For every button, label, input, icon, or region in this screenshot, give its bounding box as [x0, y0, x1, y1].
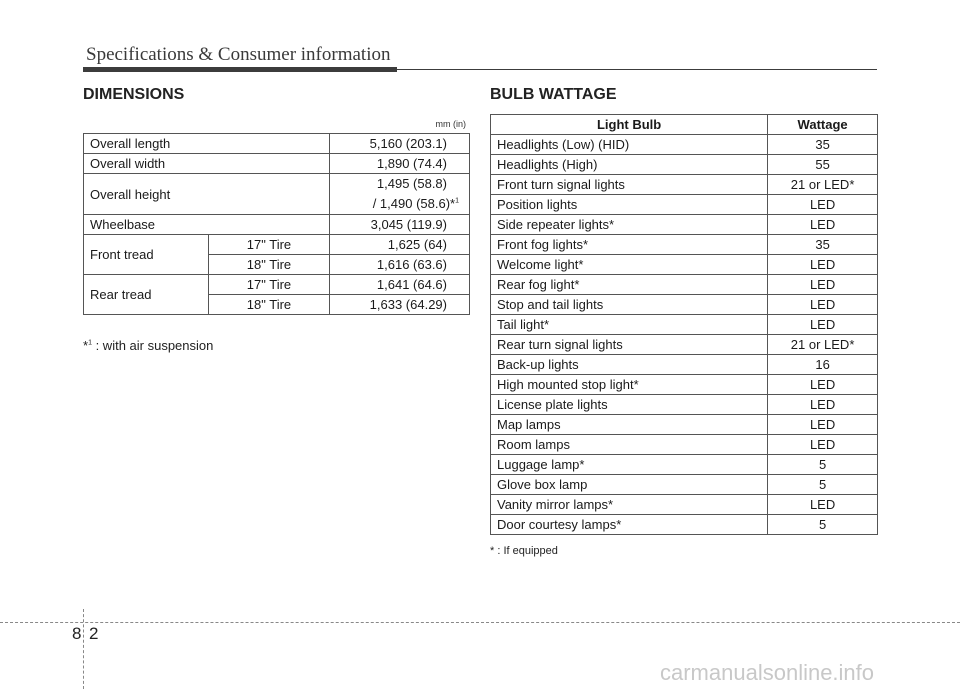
footer-rule	[0, 622, 960, 623]
bulb-wattage: 5	[768, 475, 878, 495]
table-row	[491, 475, 878, 495]
bulb-wattage: 35	[768, 235, 878, 255]
bulb-name: High mounted stop light*	[491, 375, 768, 395]
dim-value: 1,633 (64.29)	[330, 295, 470, 315]
bulb-wattage: LED	[768, 415, 878, 435]
bulb-name: Rear fog light*	[491, 275, 768, 295]
header-rule	[397, 69, 877, 70]
table-row	[84, 215, 470, 235]
dim-label: Overall length	[84, 134, 330, 154]
bulb-name: License plate lights	[491, 395, 768, 415]
table-row	[491, 195, 878, 215]
footer-divider	[83, 609, 84, 689]
bulb-name: Position lights	[491, 195, 768, 215]
tire-size: 18" Tire	[208, 295, 330, 315]
bulb-name: Map lamps	[491, 415, 768, 435]
bulb-table-body	[491, 135, 878, 535]
dimensions-unit: mm (in)	[435, 119, 466, 129]
dimensions-table	[83, 133, 470, 315]
bulb-footnote: * : If equipped	[490, 545, 558, 557]
bulb-name: Rear turn signal lights	[491, 335, 768, 355]
dimensions-footnote	[83, 338, 213, 353]
bulb-wattage: LED	[768, 495, 878, 515]
bulb-name: Back-up lights	[491, 355, 768, 375]
bulb-wattage: 16	[768, 355, 878, 375]
table-row	[491, 375, 878, 395]
bulb-name: Side repeater lights*	[491, 215, 768, 235]
bulb-name: Front turn signal lights	[491, 175, 768, 195]
table-row	[491, 435, 878, 455]
dim-label: Overall width	[84, 154, 330, 174]
tire-size: 17" Tire	[208, 275, 330, 295]
column-header-wattage: Wattage	[768, 115, 878, 135]
table-header-row	[491, 115, 878, 135]
column-header-light-bulb: Light Bulb	[491, 115, 768, 135]
table-row	[84, 235, 470, 255]
dim-value: 1,641 (64.6)	[330, 275, 470, 295]
bulb-wattage: 55	[768, 155, 878, 175]
table-row	[491, 335, 878, 355]
page-header-title: Specifications & Consumer information	[86, 44, 391, 65]
bulb-name: Welcome light*	[491, 255, 768, 275]
table-row	[491, 415, 878, 435]
bulb-wattage-table	[490, 114, 878, 535]
bulb-wattage: LED	[768, 435, 878, 455]
tire-size: 18" Tire	[208, 255, 330, 275]
bulb-wattage: LED	[768, 215, 878, 235]
chapter-number: 8	[72, 624, 82, 643]
bulb-wattage: 5	[768, 515, 878, 535]
bulb-name: Vanity mirror lamps*	[491, 495, 768, 515]
bulb-wattage: LED	[768, 255, 878, 275]
footnote-marker: 1	[88, 339, 92, 347]
table-row	[491, 295, 878, 315]
bulb-name: Room lamps	[491, 435, 768, 455]
table-row	[491, 155, 878, 175]
table-row	[491, 315, 878, 335]
dim-label: Wheelbase	[84, 215, 330, 235]
dim-value: 3,045 (119.9)	[330, 215, 470, 235]
dim-value: 1,616 (63.6)	[330, 255, 470, 275]
table-row	[491, 355, 878, 375]
table-row	[491, 235, 878, 255]
footnote-marker: 1	[455, 197, 459, 205]
page-number: 2	[89, 624, 99, 643]
tire-size: 17" Tire	[208, 235, 330, 255]
footnote-text: : with air suspension	[91, 338, 214, 353]
dim-value	[330, 174, 470, 215]
table-row	[491, 395, 878, 415]
bulb-wattage: LED	[768, 395, 878, 415]
table-row	[491, 135, 878, 155]
table-row	[491, 275, 878, 295]
dim-label: Front tread	[84, 235, 209, 275]
bulb-wattage: LED	[768, 195, 878, 215]
height-value-text: / 1,490 (58.6)*	[372, 196, 456, 211]
bulb-wattage: LED	[768, 275, 878, 295]
bulb-wattage-title: BULB WATTAGE	[490, 86, 617, 103]
dim-value: 5,160 (203.1)	[330, 134, 470, 154]
footnote-star: *	[83, 338, 89, 353]
watermark: carmanualsonline.info	[660, 660, 875, 685]
bulb-name: Headlights (Low) (HID)	[491, 135, 768, 155]
dim-value: 1,625 (64)	[330, 235, 470, 255]
bulb-wattage: LED	[768, 295, 878, 315]
bulb-name: Luggage lamp*	[491, 455, 768, 475]
bulb-wattage: 5	[768, 455, 878, 475]
bulb-name: Tail light*	[491, 315, 768, 335]
bulb-wattage: 21 or LED*	[768, 175, 878, 195]
dim-value: 1,890 (74.4)	[330, 154, 470, 174]
bulb-wattage: LED	[768, 315, 878, 335]
table-row	[491, 255, 878, 275]
bulb-wattage: LED	[768, 375, 878, 395]
bulb-wattage: 35	[768, 135, 878, 155]
bulb-name: Door courtesy lamps*	[491, 515, 768, 535]
dim-label: Rear tread	[84, 275, 209, 315]
height-value-line1: 1,495 (58.8)	[376, 176, 447, 191]
table-row	[491, 175, 878, 195]
table-row	[84, 174, 470, 215]
bulb-wattage: 21 or LED*	[768, 335, 878, 355]
dim-label: Overall height	[84, 174, 330, 215]
bulb-name: Glove box lamp	[491, 475, 768, 495]
dimensions-title: DIMENSIONS	[83, 86, 185, 103]
height-value-line2	[336, 194, 459, 214]
table-row	[491, 495, 878, 515]
table-row	[84, 275, 470, 295]
bulb-name: Stop and tail lights	[491, 295, 768, 315]
bulb-name: Headlights (High)	[491, 155, 768, 175]
header-bar	[83, 67, 397, 72]
table-row	[491, 455, 878, 475]
bulb-name: Front fog lights*	[491, 235, 768, 255]
table-row	[491, 215, 878, 235]
table-row	[84, 134, 470, 154]
table-row	[84, 154, 470, 174]
table-row	[491, 515, 878, 535]
